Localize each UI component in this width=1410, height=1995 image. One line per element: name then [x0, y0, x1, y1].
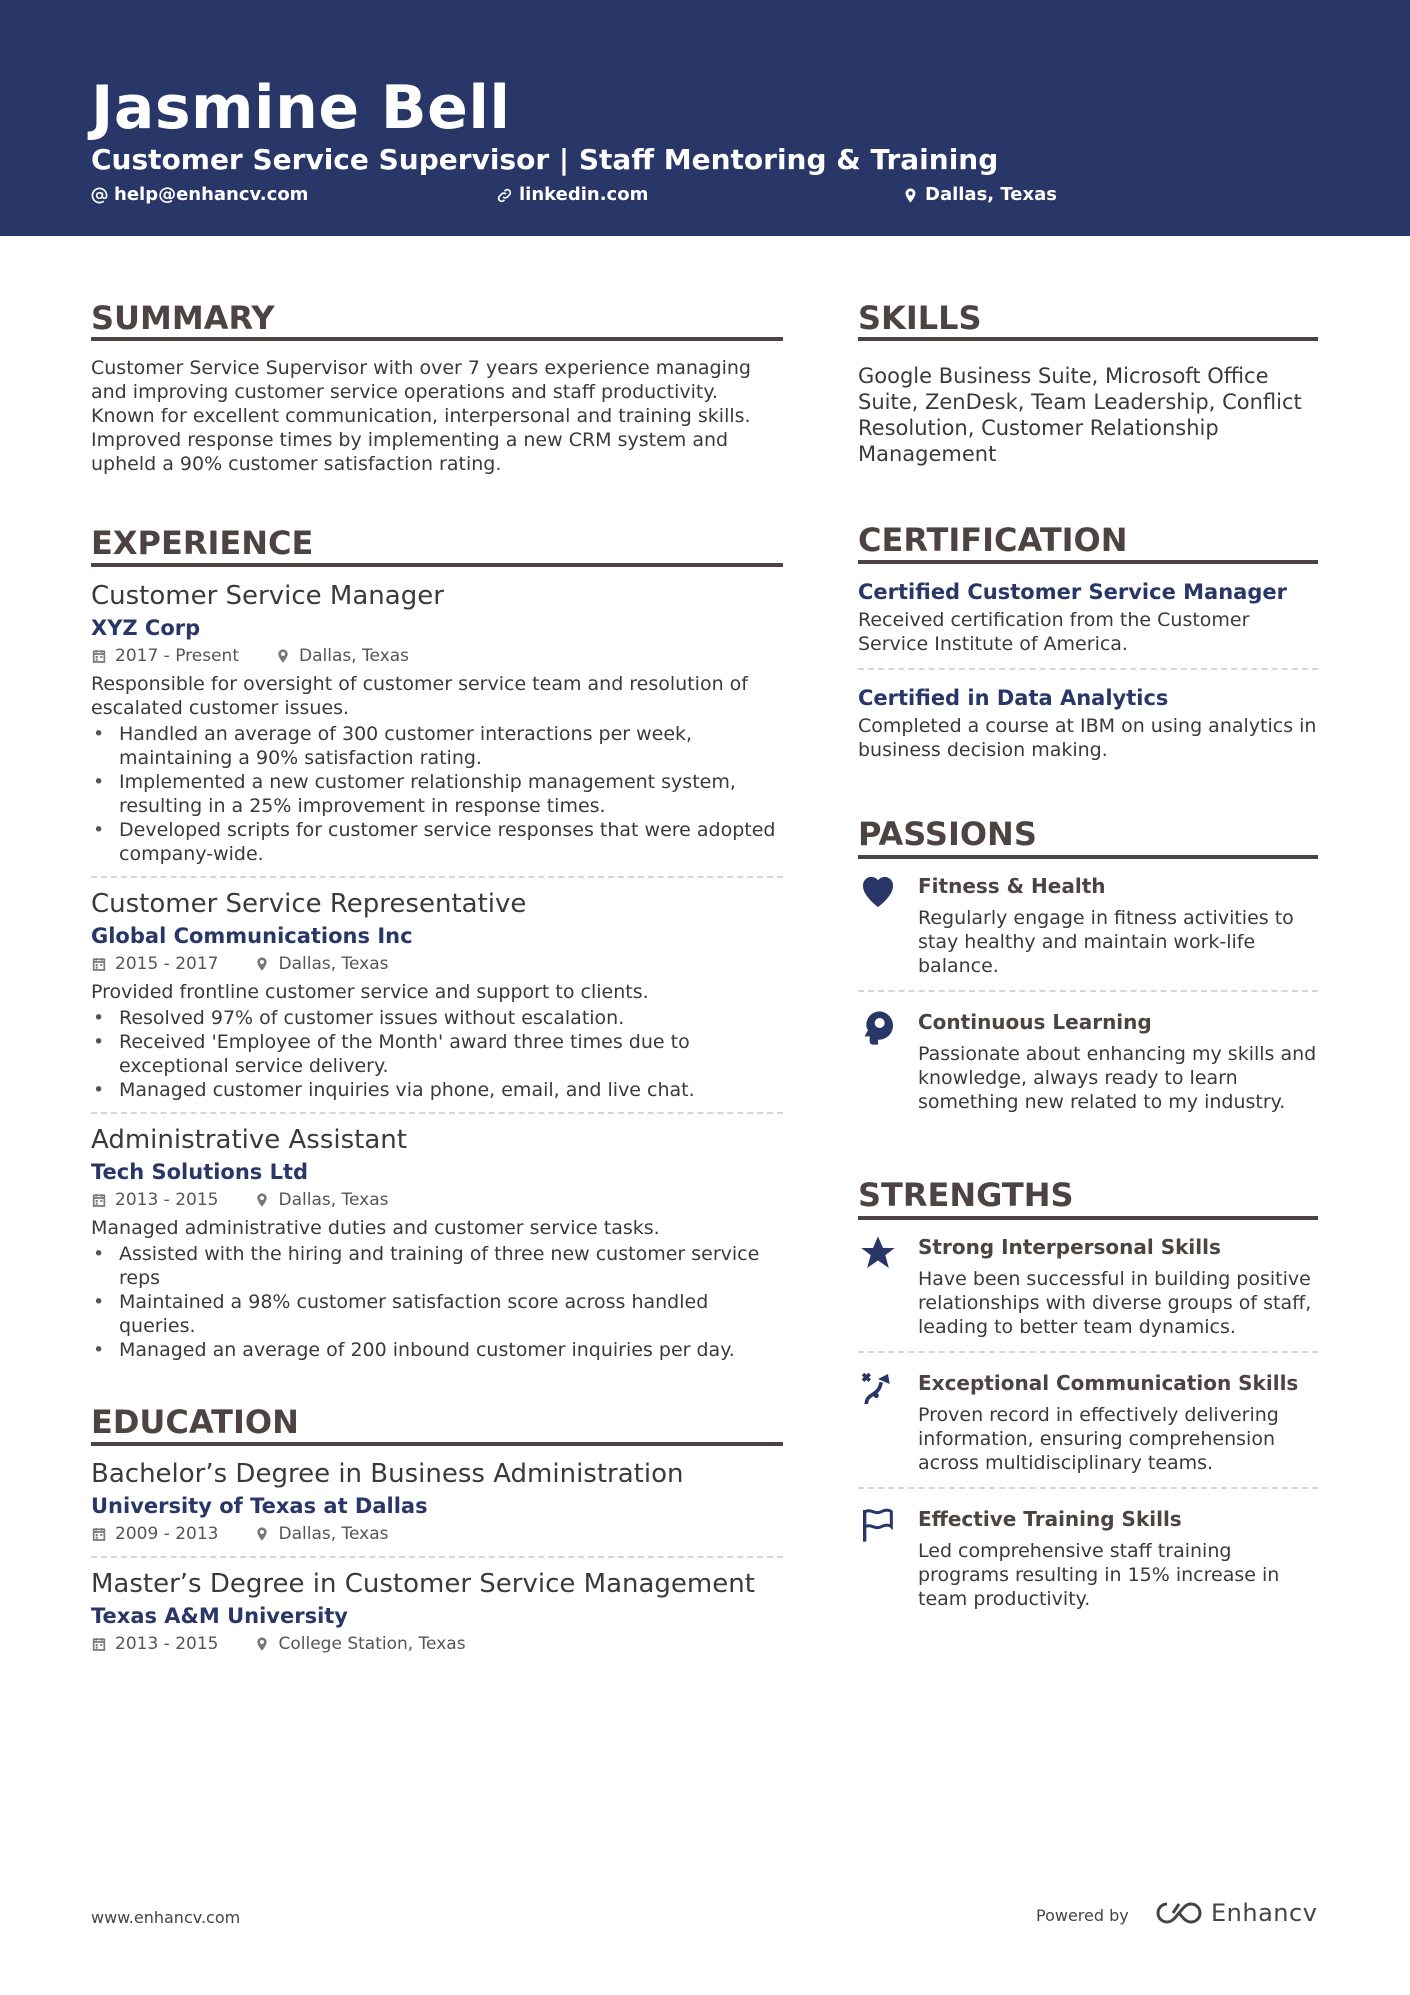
education-meta: [91, 1522, 783, 1546]
job-dates: 2013 - 2015: [115, 1190, 219, 1210]
strength-entry: [858, 1233, 1318, 1339]
contact-email[interactable]: [91, 183, 308, 207]
calendar-icon: [91, 648, 107, 664]
experience-entry: [91, 888, 783, 1102]
strength-description: Proven record in effectively delivering information, ensuring comprehension across multidisciplinary teams.: [918, 1404, 1279, 1474]
job-meta: [91, 644, 783, 668]
job-bullet: • Managed customer inquiries via phone, email, and live chat.: [91, 1078, 783, 1102]
job-bullet: • Implemented a new customer relationship management system, resulting in a 25% improvement in response times.: [91, 770, 783, 818]
location-pin-icon: [254, 1526, 270, 1542]
experience-entry: [91, 1124, 783, 1362]
certification-entry: [858, 684, 1318, 762]
job-company: Tech Solutions Ltd: [91, 1160, 309, 1184]
certification-name: Certified in Data Analytics: [858, 686, 1169, 710]
experience-rule: [91, 563, 783, 567]
contact-linkedin[interactable]: [496, 183, 648, 207]
job-role: Customer Service Representative: [91, 889, 527, 919]
job-bullet: • Received 'Employee of the Month' award three times due to exceptional service delivery.: [91, 1030, 783, 1078]
job-dates: 2017 - Present: [115, 646, 239, 666]
job-location: Dallas, Texas: [299, 646, 410, 666]
summary-text: Customer Service Supervisor with over 7 years experience managing and improving customer service operations and staff productivity. Known for excellent communication, interpersonal and training skills. Improved response times by implementing a new CRM system and upheld a 90% customer satisfaction rating.: [91, 357, 751, 475]
education-dates: 2009 - 2013: [115, 1524, 219, 1544]
contact-location-text: Dallas, Texas: [925, 184, 1057, 205]
resume-header: [0, 0, 1410, 236]
passion-entry: [858, 1008, 1318, 1114]
degree: Master’s Degree in Customer Service Management: [91, 1569, 755, 1599]
contact-linkedin-text: linkedin.com: [519, 184, 649, 205]
calendar-icon: [91, 1192, 107, 1208]
job-bullets: [91, 722, 783, 866]
passion-entry: [858, 872, 1318, 978]
enhancv-logo[interactable]: [1155, 1898, 1317, 1928]
strength-entry: [858, 1505, 1318, 1611]
strength-description: Have been successful in building positive relationships with diverse groups of staff, leading to better team dynamics.: [918, 1268, 1312, 1338]
job-bullet: • Handled an average of 300 customer interactions per week, maintaining a 90% satisfaction rating.: [91, 722, 783, 770]
certification-rule: [858, 560, 1318, 564]
enhancv-logo-text: Enhancv: [1211, 1899, 1318, 1927]
job-company: Global Communications Inc: [91, 924, 413, 948]
job-bullets: [91, 1006, 783, 1102]
strength-name: Strong Interpersonal Skills: [918, 1235, 1221, 1259]
experience-heading: EXPERIENCE: [91, 524, 314, 562]
job-bullets: [91, 1242, 783, 1362]
job-bullet: • Assisted with the hiring and training of three new customer service reps: [91, 1242, 783, 1290]
strength-name: Effective Training Skills: [918, 1507, 1182, 1531]
candidate-name: Jasmine Bell: [91, 73, 511, 143]
passions-list: [858, 872, 1318, 1114]
job-company: XYZ Corp: [91, 616, 201, 640]
job-bullet: • Maintained a 98% customer satisfaction score across handled queries.: [91, 1290, 783, 1338]
certification-description: Received certification from the Customer Service Institute of America.: [858, 609, 1250, 655]
skills-text: Google Business Suite, Microsoft Office Suite, ZenDesk, Team Leadership, Conflict Resolution, Customer Relationship Management: [858, 364, 1302, 466]
passion-name: Fitness & Health: [918, 874, 1106, 898]
strength-description: Led comprehensive staff training programs resulting in 15% increase in team productivity.: [918, 1540, 1280, 1610]
job-meta: [91, 952, 783, 976]
candidate-tagline: Customer Service Supervisor | Staff Mentoring & Training: [91, 143, 999, 176]
job-bullet: • Developed scripts for customer service responses that were adopted company-wide.: [91, 818, 783, 866]
star-icon: [858, 1233, 898, 1273]
at-icon: [91, 187, 108, 204]
education-entry: [91, 1458, 783, 1546]
education-location: College Station, Texas: [278, 1634, 466, 1654]
enhancv-logo-icon: [1155, 1898, 1203, 1928]
job-description: Managed administrative duties and customer service tasks.: [91, 1217, 660, 1239]
divider: [858, 668, 1318, 670]
education-location: Dallas, Texas: [278, 1524, 389, 1544]
contact-email-text: help@enhancv.com: [114, 184, 309, 205]
job-dates: 2015 - 2017: [115, 954, 219, 974]
job-location: Dallas, Texas: [278, 954, 389, 974]
passions-rule: [858, 855, 1318, 859]
location-pin-icon: [254, 1192, 270, 1208]
location-pin-icon: [254, 956, 270, 972]
certification-description: Completed a course at IBM on using analytics in business decision making.: [858, 715, 1317, 761]
job-meta: [91, 1188, 783, 1212]
strengths-list: [858, 1233, 1318, 1611]
heart-icon: [858, 872, 898, 912]
footer-url[interactable]: www.enhancv.com: [91, 1908, 241, 1927]
skills-rule: [858, 337, 1318, 341]
passion-description: Passionate about enhancing my skills and knowledge, always ready to learn something new related to my industry.: [918, 1043, 1317, 1113]
education-meta: [91, 1632, 783, 1656]
passion-name: Continuous Learning: [918, 1010, 1152, 1034]
certification-list: [858, 578, 1318, 762]
location-pin-icon: [254, 1636, 270, 1652]
education-rule: [91, 1442, 783, 1446]
certification-heading: CERTIFICATION: [858, 521, 1128, 559]
certification-name: Certified Customer Service Manager: [858, 580, 1287, 604]
skills-heading: SKILLS: [858, 299, 982, 337]
education-entry: [91, 1568, 783, 1656]
contact-location: [902, 183, 1057, 207]
education-heading: EDUCATION: [91, 1403, 299, 1441]
job-location: Dallas, Texas: [278, 1190, 389, 1210]
school: University of Texas at Dallas: [91, 1494, 428, 1518]
divider: [858, 1351, 1318, 1353]
summary-rule: [91, 337, 783, 341]
flag-icon: [858, 1505, 898, 1545]
experience-list: [91, 580, 783, 1362]
passions-heading: PASSIONS: [858, 815, 1037, 853]
strategy-icon: [858, 1369, 898, 1409]
calendar-icon: [91, 956, 107, 972]
education-list: [91, 1458, 783, 1656]
powered-by-label: Powered by: [1036, 1906, 1129, 1925]
passion-description: Regularly engage in fitness activities to stay healthy and maintain work-life balance.: [918, 907, 1294, 977]
summary-heading: SUMMARY: [91, 299, 275, 337]
job-description: Provided frontline customer service and support to clients.: [91, 981, 649, 1003]
head-brain-icon: [858, 1008, 898, 1048]
school: Texas A&M University: [91, 1604, 348, 1628]
divider: [858, 1487, 1318, 1489]
divider: [858, 990, 1318, 992]
degree: Bachelor’s Degree in Business Administration: [91, 1459, 684, 1489]
strength-entry: [858, 1369, 1318, 1475]
strengths-rule: [858, 1216, 1318, 1220]
education-dates: 2013 - 2015: [115, 1634, 219, 1654]
job-role: Customer Service Manager: [91, 581, 444, 611]
job-role: Administrative Assistant: [91, 1125, 407, 1155]
calendar-icon: [91, 1526, 107, 1542]
divider: [91, 1556, 783, 1558]
job-bullet: • Managed an average of 200 inbound customer inquiries per day.: [91, 1338, 783, 1362]
divider: [91, 876, 783, 878]
location-pin-icon: [902, 187, 919, 204]
divider: [91, 1112, 783, 1114]
job-description: Responsible for oversight of customer service team and resolution of escalated customer issues.: [91, 673, 748, 719]
experience-entry: [91, 580, 783, 866]
job-bullet: • Resolved 97% of customer issues without escalation.: [91, 1006, 783, 1030]
strengths-heading: STRENGTHS: [858, 1176, 1074, 1214]
strength-name: Exceptional Communication Skills: [918, 1371, 1299, 1395]
location-pin-icon: [275, 648, 291, 664]
link-icon: [496, 187, 513, 204]
calendar-icon: [91, 1636, 107, 1652]
certification-entry: [858, 578, 1318, 656]
